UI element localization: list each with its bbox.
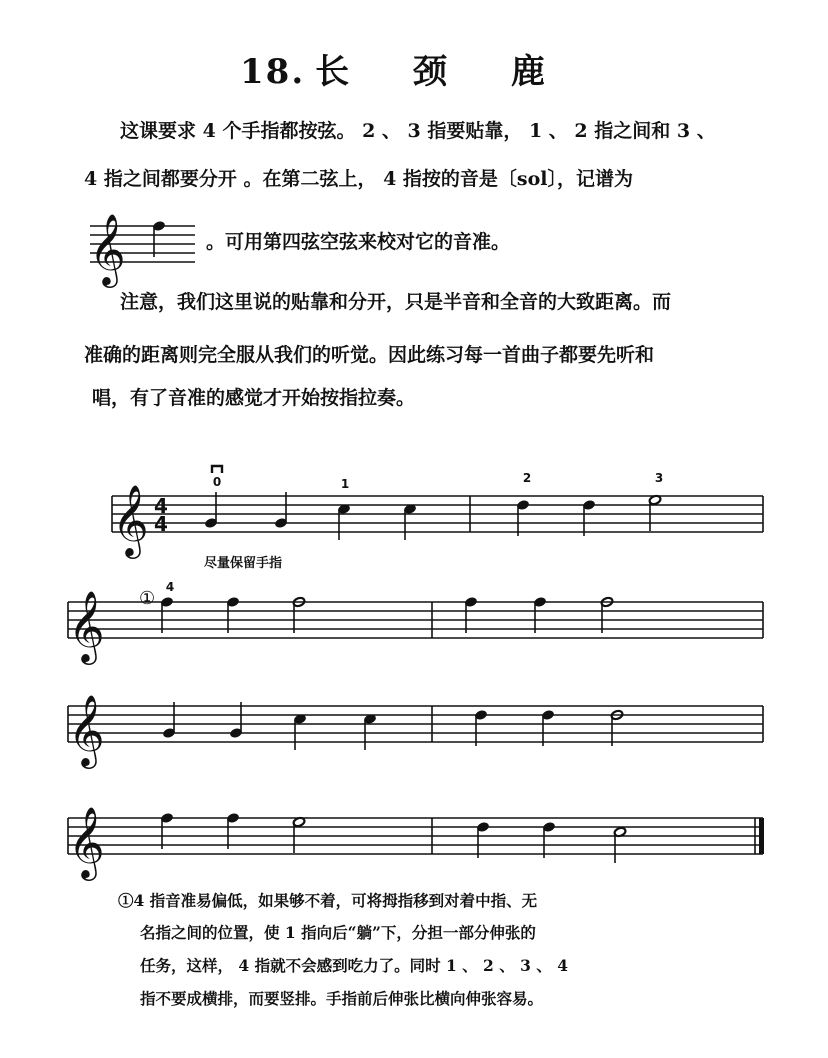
fingering-open: 0: [212, 475, 222, 489]
staff-system-4: [68, 818, 763, 854]
intro-line-2: 4 指之间都要分开 。在第二弦上， 4 指按的音是〔sol〕，记谱为: [84, 168, 633, 190]
lesson-number: 18.: [240, 52, 306, 92]
staff-system-2: [68, 602, 763, 638]
footnote-line-4: 指不要成横排，而要竖排。手指前后伸张比横向伸张容易。: [140, 989, 544, 1008]
treble-clef-icon: 𝄞: [68, 805, 105, 878]
performance-instruction: 尽量保留手指: [204, 556, 283, 571]
footnote-line-1: ①4 指音准易偏低，如果够不着，可将拇指移到对着中指、无: [118, 891, 538, 910]
attention-line-2: 准确的距离则完全服从我们的听觉。因此练习每一首曲子都要先听和: [84, 344, 655, 366]
down-bow-icon: [212, 466, 222, 473]
footnote-line-2: 名指之间的位置，使 1 指向后“躺”下，分担一部分伸张的: [140, 923, 536, 942]
attention-line-1: 注意，我们这里说的贴靠和分开，只是半音和全音的大致距离。而: [120, 291, 672, 313]
treble-clef-icon: 𝄞: [112, 483, 149, 556]
intro-line-3: 。可用第四弦空弦来校对它的音准。: [206, 231, 511, 253]
lesson-name: 长 颈 鹿: [315, 52, 571, 92]
treble-clef-icon: 𝄞: [68, 589, 105, 662]
fingering-2: 2: [522, 471, 532, 485]
final-barline: [759, 818, 764, 854]
intro-line-1: 这课要求 4 个手指都按弦。 2 、 3 指要贴靠， 1 、 2 指之间和 3 、: [120, 120, 716, 142]
attention-line-3: 唱，有了音准的感觉才开始按指拉奏。: [92, 387, 416, 409]
footnote-marker: ①: [139, 588, 156, 609]
time-signature-top: 4: [154, 494, 168, 518]
treble-clef-icon: 𝄞: [68, 693, 105, 766]
fingering-1: 1: [340, 477, 350, 491]
fingering-4: 4: [165, 580, 175, 594]
staff-system-3: [68, 706, 763, 742]
treble-clef-icon: 𝄞: [89, 212, 126, 285]
time-signature-bottom: 4: [154, 512, 168, 536]
note-stems: [154, 227, 650, 863]
footnote-line-3: 任务，这样， 4 指就不会感到吃力了。同时 1 、 2 、 3 、 4: [140, 956, 568, 975]
fingering-3: 3: [654, 471, 664, 485]
